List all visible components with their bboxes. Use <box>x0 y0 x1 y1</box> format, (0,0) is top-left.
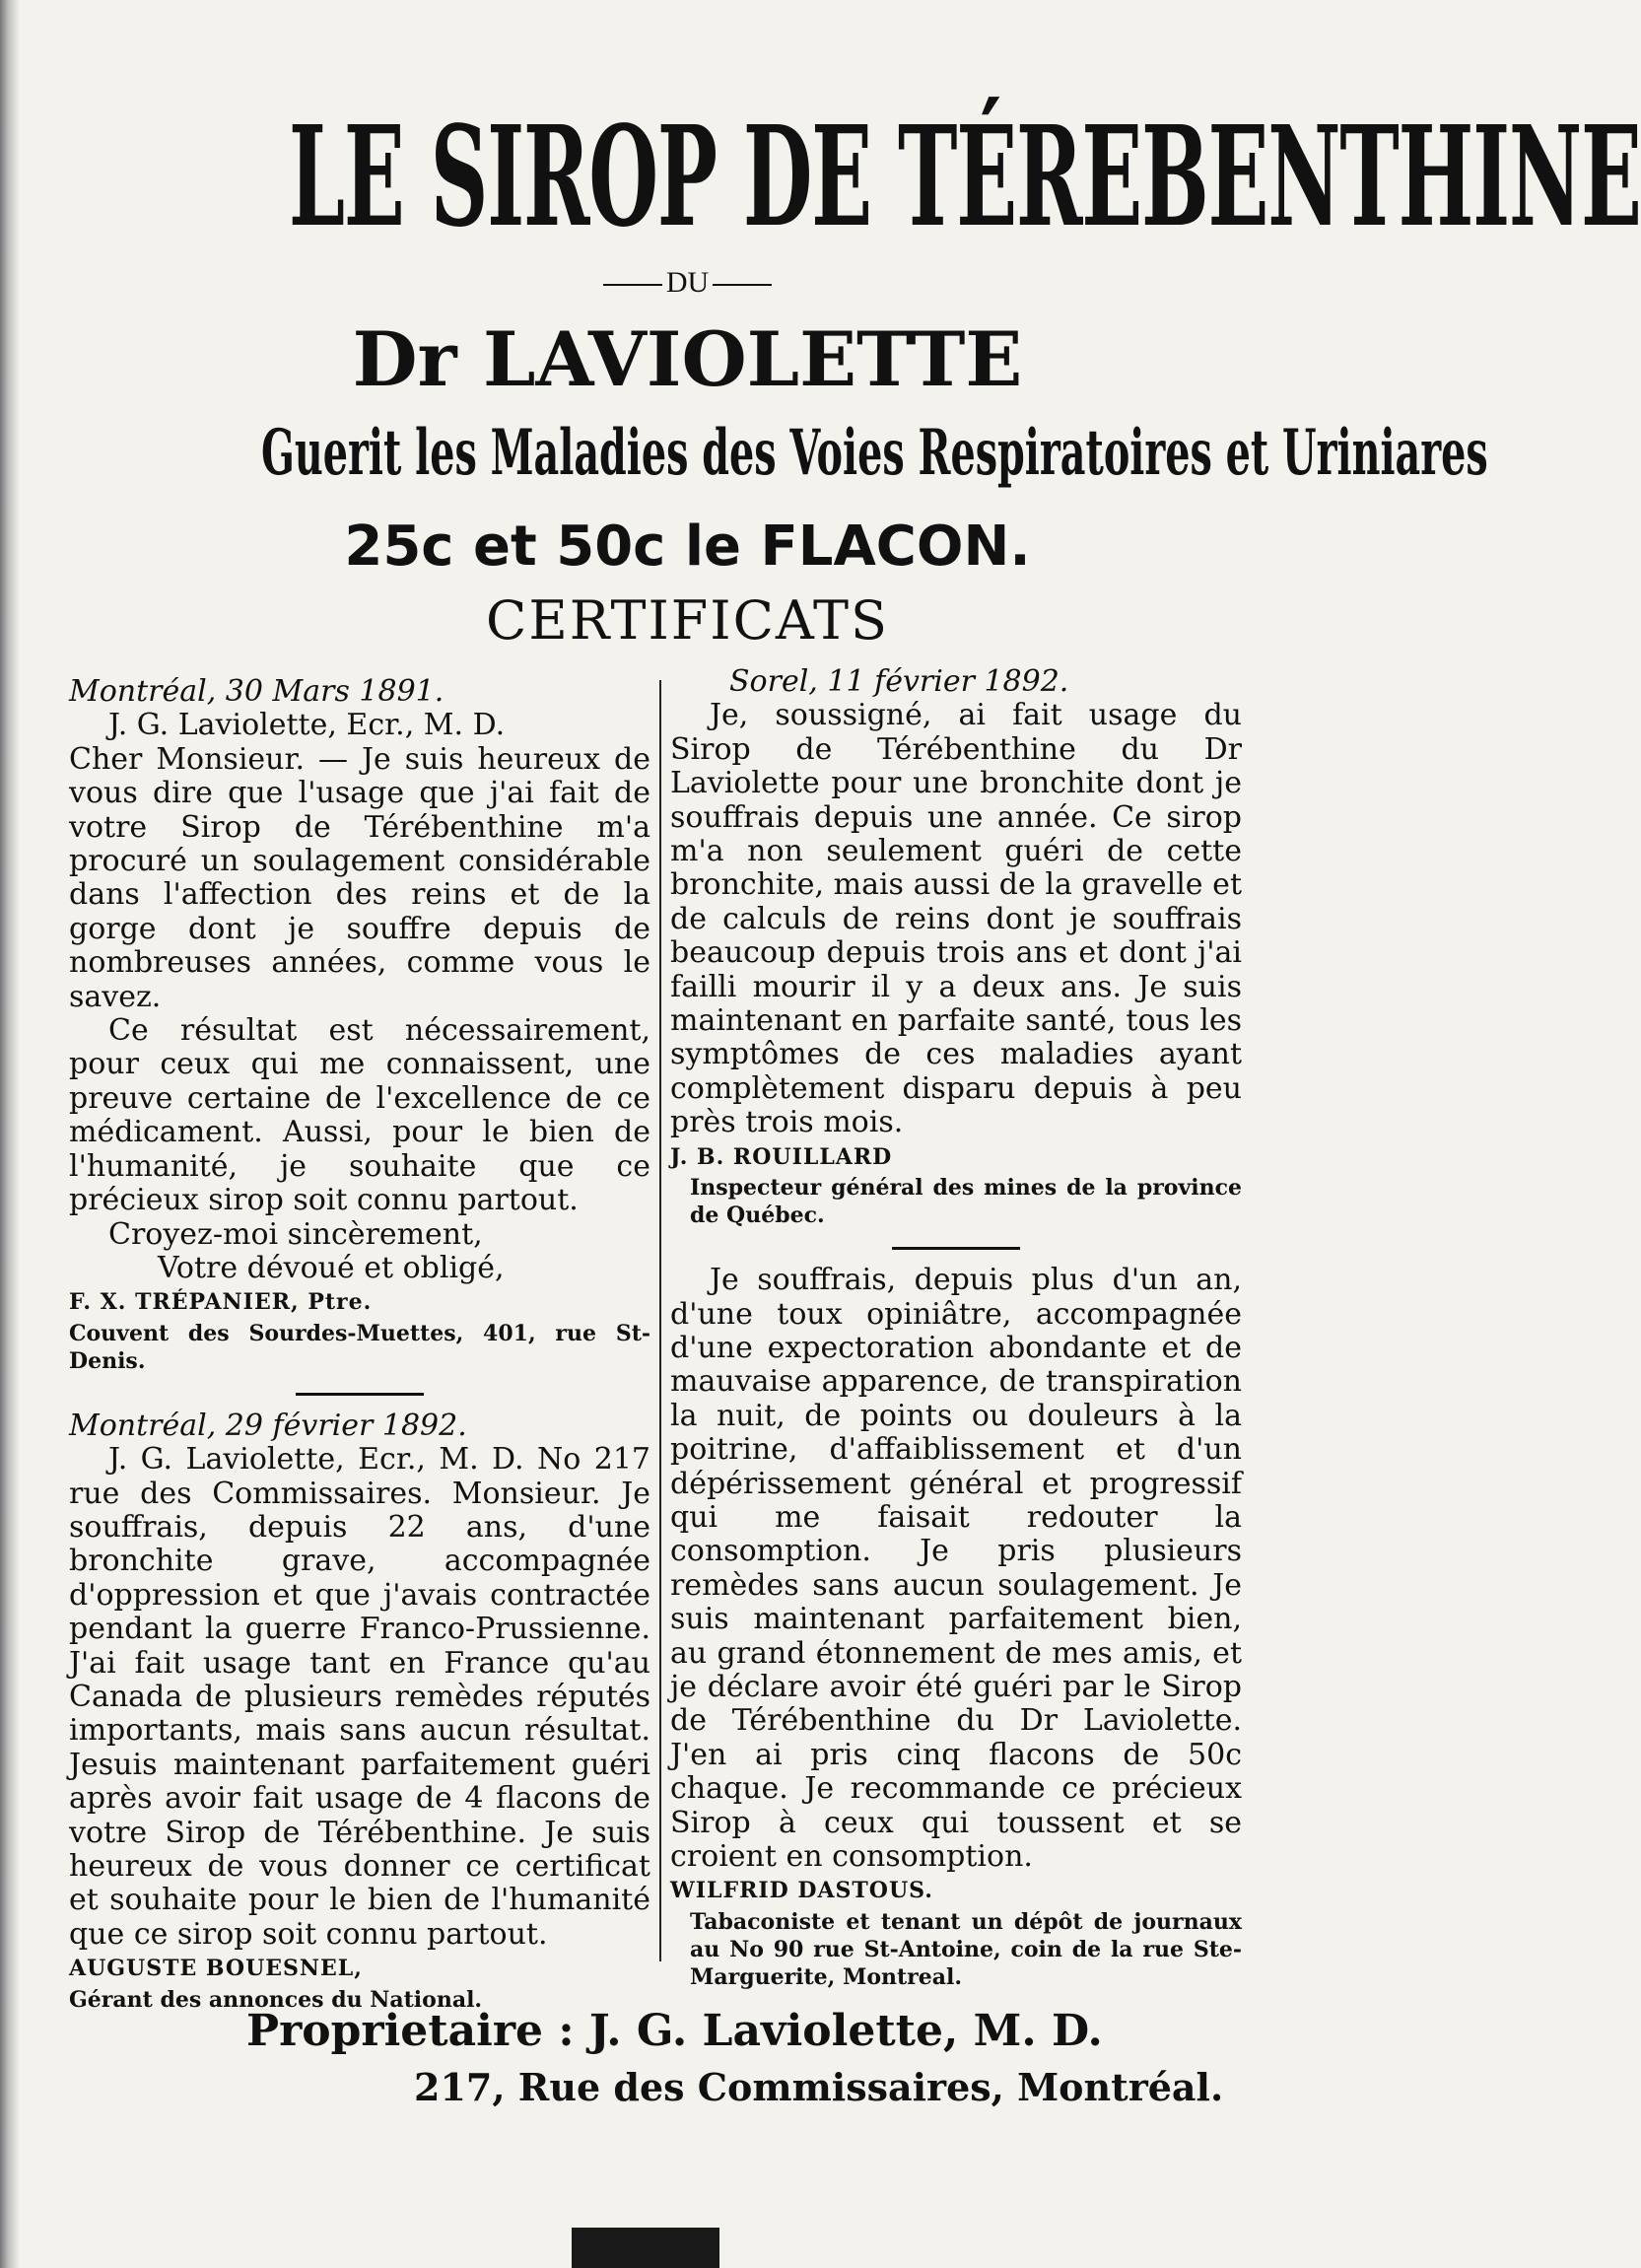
price-line: 25c et 50c le FLACON. <box>344 515 1031 579</box>
du-text: DU <box>665 266 710 299</box>
certificate-2-signer-note: Gérant des annonces du National. <box>69 1986 483 2013</box>
certificate-3-signature: J. B. ROUILLARD <box>670 1143 893 1170</box>
certificate-3-body: Je, soussigné, ai fait usage du Sirop de Térébenthine du Dr Laviolette pour une bronchite dont je souffrais depuis une année. Ce sirop m'a non seulement guéri de cette bronchite, mais aussi de la gravelle et de calculs de reins dont je souffrais beaucoup depuis trois ans et dont j'ai failli mourir il y a deux ans. Je suis maintenant en parfaite santé, tous les symptômes de ces maladies ayant complètement disparu depuis à peu près trois mois. <box>670 698 1242 1140</box>
du-line <box>0 266 1375 300</box>
separator-rule <box>296 1393 424 1396</box>
certificate-4-body: Je souffrais, depuis plus d'un an, d'une toux opiniâtre, accompagnée d'une expectoration abondante et de mauvaise apparence, de transpiration la nuit, de points ou douleurs à la poitrine, d'affaiblissement et d'un dépérissement général et progressif qui me faisait redouter la consomption. Je pris plusieurs remèdes sans aucun soulagement. Je suis maintenant parfaitement bien, au grand étonnement de mes amis, et je déclare avoir été guéri par le Sirop de Térébenthine du Dr Laviolette. J'en ai pris cinq flacons de 50c chaque. Je recommande ce précieux Sirop à ceux qui toussent et se croient en consomption. <box>670 1263 1242 1874</box>
certificate-2-date: Montréal, 29 février 1892. <box>69 1408 467 1443</box>
certificate-4-signature: WILFRID DASTOUS. <box>670 1878 933 1904</box>
separator-rule <box>892 1247 1020 1250</box>
ad-title: LE SIROP DE TÉREBENTHINE <box>288 97 1641 258</box>
certificate-1-paragraph-1: Cher Monsieur. — Je suis heureux de vous dire que l'usage que j'ai fait de votre Sirop de Térébenthine m'a procuré un soulagement considérable dans l'affection des reins et de la gorge dont je souffre depuis de nombreuses années, comme vous le savez. <box>69 741 650 1014</box>
certificate-1-signature: F. X. TRÉPANIER, Ptre. <box>69 1289 373 1316</box>
certificate-3-date: Sorel, 11 février 1892. <box>729 664 1069 699</box>
left-column <box>69 675 650 2014</box>
tagline: Guerit les Maladies des Voies Respiratoires et Uriniares <box>261 416 1488 490</box>
certificate-2-signature: AUGUSTE BOUESNEL, <box>69 1956 363 1982</box>
certificate-1-date: Montréal, 30 Mars 1891. <box>69 674 444 709</box>
certificate-1-closing-2: Votre dévoué et obligé, <box>158 1250 505 1285</box>
section-heading: CERTIFICATS <box>486 589 889 652</box>
doctor-name: Dr LAVIOLETTE <box>352 315 1023 403</box>
certificate-4-signer-note: Tabaconiste et tenant un dépôt de journaux au No 90 rue St-Antoine, coin de la rue Ste-Marguerite, Montreal. <box>690 1908 1242 1990</box>
address-line: 217, Rue des Commissaires, Montréal. <box>414 2065 1224 2109</box>
column-divider <box>659 680 661 1961</box>
certificate-3-signer-note: Inspecteur général des mines de la province de Québec. <box>690 1175 1242 1229</box>
proprietor-line: Proprietaire : J. G. Laviolette, M. D. <box>246 2006 1103 2056</box>
right-column <box>670 665 1242 1991</box>
certificate-1-signer-note: Couvent des Sourdes-Muettes, 401, rue St-Denis. <box>69 1320 650 1374</box>
certificate-2-body: J. G. Laviolette, Ecr., M. D. No 217 rue des Commissaires. Monsieur. Je souffrais, depuis 22 ans, d'une bronchite grave, accompagnée d'oppression et que j'avais contractée pendant la guerre Franco-Prussienne. J'ai fait usage tant en France qu'au Canada de plusieurs remèdes réputés importants, mais sans aucun résultat. Jesuis maintenant parfaitement guéri après avoir fait usage de 4 flacons de votre Sirop de Térébenthine. Je suis heureux de vous donner ce certificat et souhaite pour le bien de l'humanité que ce sirop soit connu partout. <box>69 1442 650 1952</box>
certificate-1-address: J. G. Laviolette, Ecr., M. D. <box>108 708 506 743</box>
certificate-1-closing-1: Croyez-moi sincèrement, <box>108 1216 483 1252</box>
scan-artifact <box>572 2228 719 2268</box>
certificate-1-paragraph-2: Ce résultat est nécessairement, pour ceux qui me connaissent, une preuve certaine de l'excellence de ce médicament. Aussi, pour le bien de l'humanité, je souhaite que ce précieux sirop soit connu partout. <box>69 1013 650 1218</box>
